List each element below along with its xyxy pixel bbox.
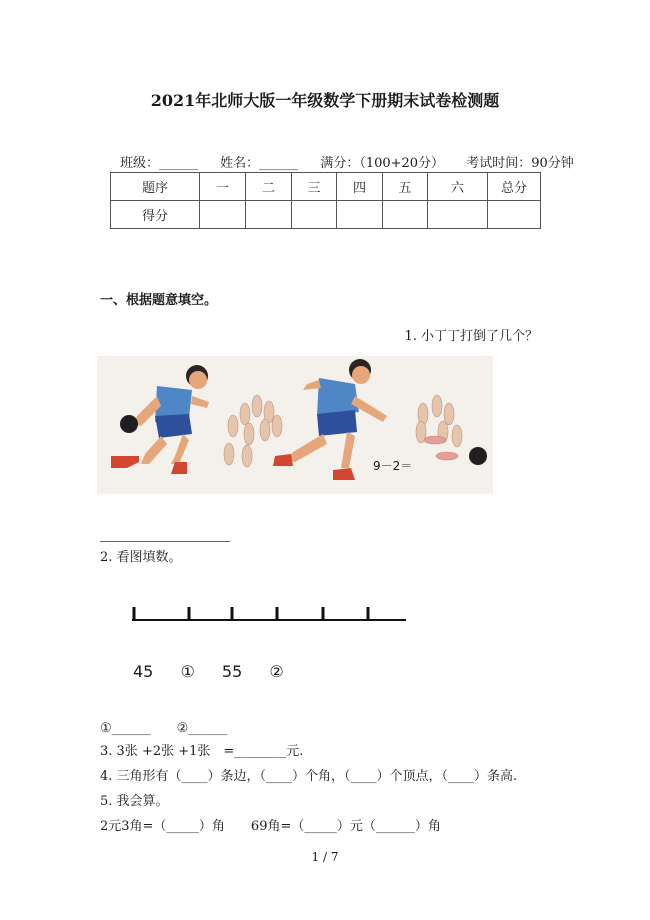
question-1: 1. 小丁丁打倒了几个？ <box>404 329 538 344</box>
question-2-answers: ①______ ②______ <box>100 721 228 736</box>
section-heading: 一、根据题意填空。 <box>100 293 218 308</box>
question-5-line: 2元3角=（_____）角 69角=（_____）元（______）角 <box>100 819 441 834</box>
table-cell: 六 <box>428 173 488 201</box>
score-input-cell[interactable] <box>200 201 246 229</box>
table-cell: 三 <box>292 173 337 201</box>
number-label: 45 <box>133 662 154 681</box>
bowler-right-figure <box>273 359 387 480</box>
full-score: 满分：（100+20分） <box>320 156 445 171</box>
score-table <box>110 172 541 229</box>
number-label: ① <box>180 662 195 681</box>
table-row <box>111 201 541 229</box>
bowler-left-figure <box>111 365 209 474</box>
page-number: 1 / 7 <box>311 850 339 864</box>
score-input-cell[interactable] <box>292 201 337 229</box>
table-cell: 总分 <box>488 173 541 201</box>
number-label: 55 <box>221 662 243 681</box>
student-info <box>120 152 592 171</box>
number-label: ② <box>269 662 284 681</box>
bowling-drawing <box>97 356 493 494</box>
table-cell: 五 <box>383 173 428 201</box>
question-5: 5. 我会算。 <box>100 794 169 809</box>
question-4: 4. 三角形有（____）条边，（____）个角，（____）个顶点，（____）条高. <box>100 769 518 784</box>
score-input-cell[interactable] <box>488 201 541 229</box>
number-labels <box>133 662 306 681</box>
question-3: 3. 3张 +2张 +1张 =________元. <box>100 744 304 759</box>
table-cell: 题序 <box>111 173 200 201</box>
page-title: 2021年北师大版一年级数学下册期末试卷检测题 <box>150 91 500 110</box>
answer-line <box>100 541 230 542</box>
class-field: 班级：______ <box>120 156 199 171</box>
name-field: 姓名：______ <box>220 156 299 171</box>
equation-label: 9－2＝ <box>373 459 413 473</box>
bowling-illustration <box>97 356 493 494</box>
bowling-ball <box>469 447 487 465</box>
table-cell: 二 <box>246 173 292 201</box>
exam-time: 考试时间：90分钟 <box>466 156 574 171</box>
table-row <box>111 173 541 201</box>
table-cell: 四 <box>337 173 383 201</box>
score-input-cell[interactable] <box>246 201 292 229</box>
score-input-cell[interactable] <box>428 201 488 229</box>
bowling-pins-left <box>224 395 282 467</box>
number-line-drawing <box>132 605 412 625</box>
number-line <box>132 605 412 629</box>
score-input-cell[interactable] <box>383 201 428 229</box>
table-cell: 得分 <box>111 201 200 229</box>
table-cell: 一 <box>200 173 246 201</box>
score-input-cell[interactable] <box>337 201 383 229</box>
question-2: 2. 看图填数。 <box>100 550 182 565</box>
bowling-pins-right <box>416 395 462 460</box>
